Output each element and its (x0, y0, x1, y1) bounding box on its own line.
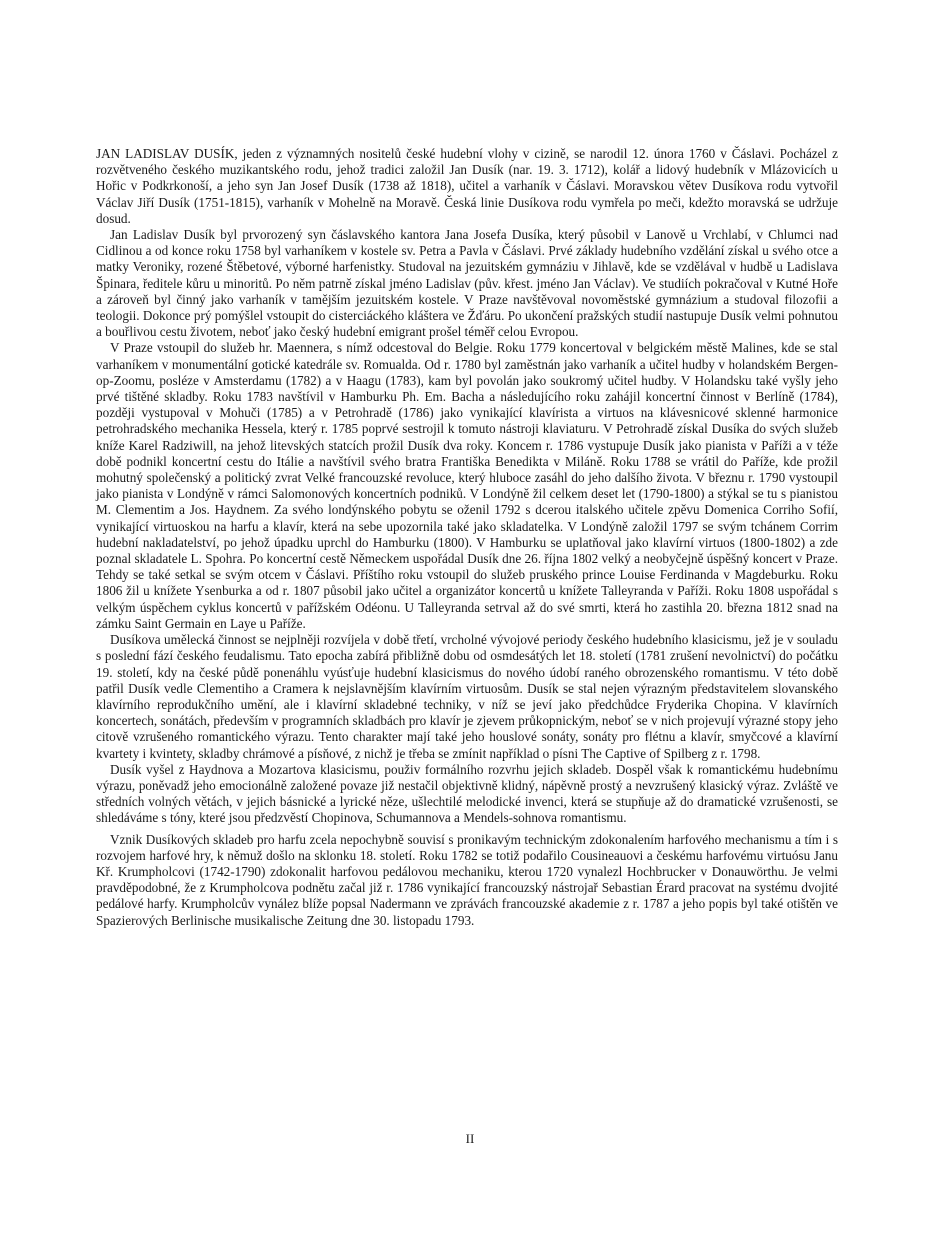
paragraph-harp: Vznik Dusíkových skladeb pro harfu zcela nepochybně souvisí s pronikavým technickým zdokonalením harfového mechanismu a tím i s rozvojem harfové hry, k němuž došlo na sklonku 18. století. Roku 1782 se totiž podařilo Cousineauovi a českému harfovému virtuósu Janu Kř. Krumpholcovi (1742-1790) zdokonalit harfovou pedálovou mechaniku, kterou 1720 vynalezl Hochbrucker v Donauwörthu. Je velmi pravděpodobné, že z Krumpholcova podnětu začal již r. 1786 vynikající francouzský nástrojař Sebastian Érard pracovat na systému dvojité pedálové harfy. Krumpholcův vynález blíže popsal Nadermann ve zprávách francouzské akademie z r. 1787 a jeho popis byl také otištěn ve Spazierových Berlinische musikalische Zeitung dne 30. listopadu 1793. (96, 831, 838, 928)
document-body (96, 146, 838, 929)
page-number: II (465, 1131, 475, 1146)
paragraph-education: Jan Ladislav Dusík byl prvorozený syn čáslavského kantora Jana Josefa Dusíka, který působil v Lanově u Vrchlabí, v Chlumci nad Cidlinou a od konce roku 1758 byl varhaníkem v kostele sv. Petra a Pavla v Čáslavi. Prvé základy hudebního vzdělání získal u svého otce a matky Veroniky, rozené Štěbetové, výborné harfenistky. Studoval na jezuitském gymnáziu v Jihlavě, kde se vzdělával v hudbě u Ladislava Špinara, ředitele kůru u minoritů. Po něm patrně získal jméno Ladislav (pův. křest. jméno Jan Václav). Ve studiích pokračoval v Kutné Hoře a zároveň byl činný jako varhaník v tamějším jezuitském kostele. V Praze navštěvoval novoměstské gymnázium a studoval filozofii a teologii. Dokonce prý pomýšlel vstoupit do cisterciáckého kláštera ve Žďáru. Po ukončení pražských studií nastupuje Dusík velmi pohnutou a bouřlivou cestu životem, neboť jako český hudební emigrant prošel téměř celou Evropou. (96, 227, 838, 340)
paragraph-career: V Praze vstoupil do služeb hr. Maennera, s nímž odcestoval do Belgie. Roku 1779 koncertoval v belgickém městě Malines, kde se stal varhaníkem v monumentální gotické katedrále sv. Romualda. Od r. 1780 byl zaměstnán jako varhaník a učitel hudby v holandském Bergen-op-Zoomu, posléze v Amsterdamu (1782) a v Haagu (1783), kam byl povolán jako soukromý učitel hudby. V Holandsku také vyšly jeho prvé tištěné skladby. Roku 1783 navštívil v Hamburku Ph. Em. Bacha a následujícího roku zahájil koncertní činnost v Berlíně (1784), později vystupoval v Mohuči (1785) a v Petrohradě (1786) jako vynikající klavírista a virtuos na klávesnicové sklenné harmonice petrohradského mechanika Hessela, který r. 1785 poprvé sestrojil k tomuto nástroji klaviaturu. V Petrohradě získal Dusíka do svých služeb kníže Karel Radziwill, na jehož litevských statcích prožil Dusík dva roky. Koncem r. 1786 vystupuje Dusík jako pianista v Paříži a v téže době podnikl koncertní cestu do Itálie a navštívil svého bratra Františka Benedikta v Miláně. Roku 1788 se vrátil do Paříže, kde prožil mohutný společenský a politický zvrat Velké francouzské revoluce, který hluboce zasáhl do jeho dalšího života. V březnu r. 1790 vystoupil jako pianista v Londýně v rámci Salomonových koncertních podniků. V Londýně žil celkem deset let (1790-1800) a stýkal se tu s pianistou M. Clementim a Jos. Haydnem. Za svého londýnského pobytu se oženil 1792 s dcerou italského učitele zpěvu Domenica Corriho Sofií, vynikající virtuoskou na harfu a klavír, která na sebe upozornila také jako skladatelka. V Londýně založil 1797 se svým tchánem Corrim hudební nakladatelství, po jehož úpadku uprchl do Hamburku (1800). V Hamburku se uplatňoval jako klavírní virtuos (1800-1802) a zde poznal skladatele L. Spohra. Po koncertní cestě Německem uspořádal Dusík dne 26. října 1802 velký a neobyčejně úspěšný koncert v Praze. Tehdy se také setkal se svým otcem v Čáslavi. Příštího roku vstoupil do služeb pruského prince Louise Ferdinanda v Magdeburku. Roku 1806 žil u knížete Ysenburka a od r. 1807 působil jako učitel a organizátor koncertů u knížete Talleyranda v Paříži. Roku 1808 uspořádal s velkým úspěchem cyklus koncertů v pařížském Odéonu. U Talleyranda setrval až do své smrti, která ho zastihla 20. března 1812 snad na zámku Saint Germain en Laye u Paříže. (96, 340, 838, 631)
paragraph-intro: JAN LADISLAV DUSÍK, jeden z významných nositelů české hudební vlohy v cizině, se narodil 12. února 1760 v Čáslavi. Pocházel z rozvětveného českého muzikantského rodu, jehož tradici založil Jan Dusík (nar. 19. 3. 1712), kolář a lidový hudebník v Mlázovicích u Hořic v Podkrkonoší, a jeho syn Jan Josef Dusík (1738 až 1818), učitel a varhaník v Čáslavi. Moravskou větev Dusíkova rodu vytvořil Václav Jiří Dusík (1751-1815), varhaník v Mohelně na Moravě. Česká linie Dusíkova rodu vymřela po meči, kdežto moravská se udržuje dosud. (96, 146, 838, 226)
paragraph-classicism: Dusíkova umělecká činnost se nejplněji rozvíjela v době třetí, vrcholné vývojové periody českého hudebního klasicismu, jež je v souladu s poslední fází českého feudalismu. Tato epocha zabírá přibližně dobu od osmdesátých let 18. století (1781 zrušení nevolnictví) do počátku 19. století, kdy na české půdě ponenáhlu vyúsťuje hudební klasicismus do nového údobí raného obrozenského romantismu. V této době patřil Dusík vedle Clementiho a Cramera k nejslavnějším klavírním virtuosům. Dusík se stal nejen výrazným představitelem slovanského klavírního reprodukčního umění, ale i klavírní skladebné techniky, v níž se jeví jako předchůdce Fryderika Chopina. V klavírních koncertech, sonátách, především v programních skladbách pro klavír je zjevem průkopnickým, neboť se v nich projevují výrazné stopy jeho citově vzrušeného romantického výrazu. Tento charakter mají také jeho houslové sonáty, sonáty pro flétnu a klavír, smyčcové a klavírní kvartety i kvintety, skladby chrámové a písňové, z nichž je třeba se zmínit například o písni The Captive of Spilberg z r. 1798. (96, 632, 838, 761)
paragraph-romanticism: Dusík vyšel z Haydnova a Mozartova klasicismu, použiv formálního rozvrhu jejich skladeb. Dospěl však k romantickému hudebnímu výrazu, poněvadž jeho emocionálně založené povaze již nestačil objektivně klidný, nápěvně prostý a nevzrušený klasický výraz. Zvláště ve středních volných větách, v jejich básnické a lyrické něze, ušlechtilé melodické invenci, která se stupňuje až do dramatické vzrušenosti, se shledáváme s tóny, které jsou předzvěstí Chopinova, Schumannova a Mendels-sohnova romantismu. (96, 761, 838, 826)
